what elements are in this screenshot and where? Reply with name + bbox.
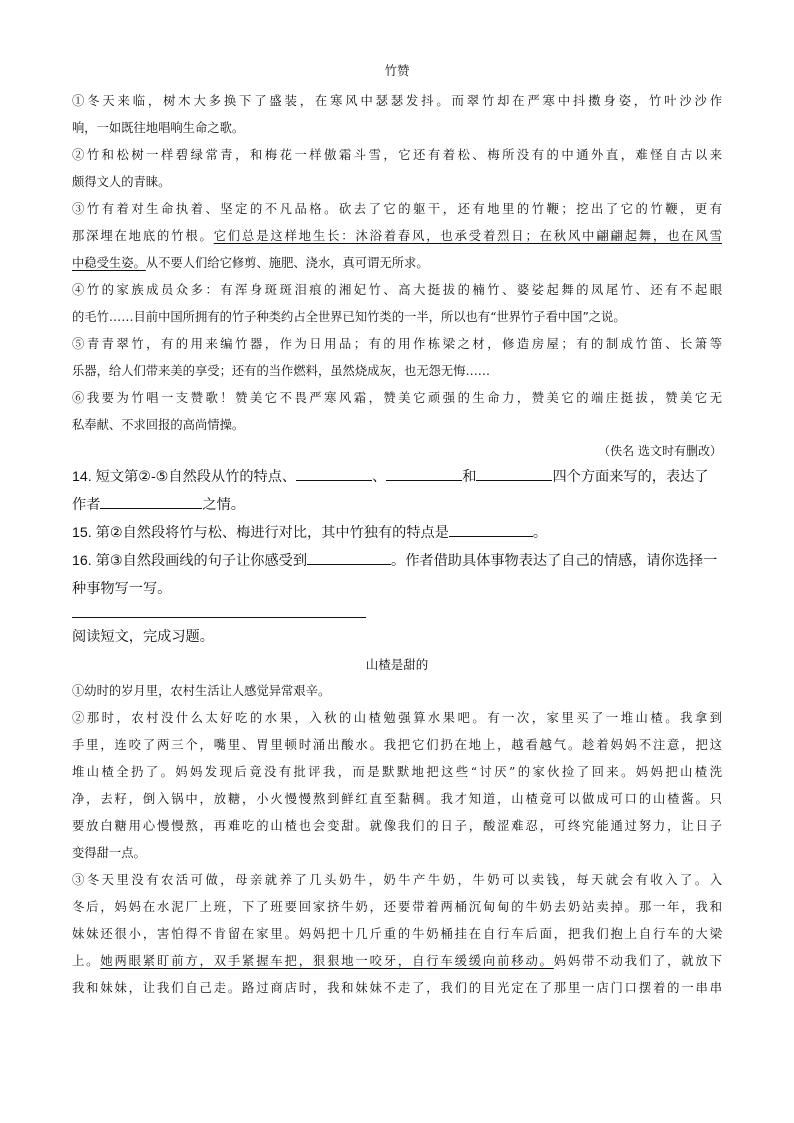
text-line: 响，一如既往地唱响生命之歌。 [72,121,245,135]
underlined-sentence: 她两眼紧盯前方，双手紧握车把，狠狠地一咬牙，自行车缓缓向前移动。 [100,954,554,968]
text-line: ⑤青青翠竹，有的用来编竹器，作为日用品；有的用作栋梁之材，修造房屋；有的制成竹笛、长箫等 [72,337,722,351]
text-line: ⑥我要为竹唱一支赞歌！赞美它不畏严寒风霜，赞美它顽强的生命力，赞美它的端庄挺拔，赞美它无 [72,391,722,405]
answer-blank[interactable] [476,465,552,481]
question-14 [72,463,722,491]
passage-title: 山楂是甜的 [365,657,429,672]
question-text: 之情。 [202,497,245,513]
paragraph-2 [72,705,722,867]
answer-blank[interactable] [386,465,462,481]
text-line: 私奉献、不求回报的高尚情操。 [72,418,245,432]
question-text: 和 [462,469,477,485]
question-text: 作者 [72,497,101,513]
text-line: 变得甜一点。 [72,846,146,860]
passage-title: 竹赞 [384,63,410,78]
question-text: 、 [372,469,387,485]
text-line: 净，去籽，倒入锅中，放糖，小火慢慢熬到鲜红直至黏稠。我才知道，山楂竟可以做成可口的山楂酱。只 [72,792,722,806]
paragraph-3 [72,867,722,1002]
text-line: 乐器，给人们带来美的享受；还有的当作燃料，虽然烧成灰，也无怨无悔…… [72,364,491,378]
text-line: ①冬天来临，树木大多换下了盛装，在寒风中瑟瑟发抖。而翠竹却在严寒中抖擞身姿，竹叶沙沙作 [72,94,722,108]
answer-blank[interactable] [296,465,372,481]
text-line: 手里，连咬了两三个，嘴里、胃里顿时涌出酸水。我把它们扔在地上，越看越气。趁着妈妈不注意，把这 [72,738,722,752]
answer-blank[interactable] [307,549,391,565]
text-line: 我和妹妹，让我们自己走。路过商店时，我和妹妹不走了，我们的目光定在了那里一店门口摆着的一串串 [72,981,722,995]
question-text: 。 [532,525,548,541]
text-segment: 上。 [72,954,101,968]
text-line: 颇得文人的青睐。 [72,175,171,189]
text-segment: 那深埋在地底的竹根。 [72,229,214,243]
text-line: ④竹的家族成员众多：有浑身斑斑泪痕的湘妃竹、高大挺拔的楠竹、婆娑起舞的凤尾竹、还有不起眼 [72,283,722,297]
reading-instruction: 阅读短文，完成习题。 [72,629,214,645]
text-line: ②那时，农村没什么太好吃的水果，入秋的山楂勉强算水果吧。有一次，家里买了一堆山楂。我拿到 [72,711,722,725]
text-line [72,250,722,277]
text-line: 的毛竹……目前中国所拥有的竹子种类约占全世界已知竹类的一半，所以也有“世界竹子看中国”之说。 [72,310,626,324]
paragraph-3 [72,196,722,277]
question-16 [72,547,722,575]
paragraph-4 [72,277,722,331]
paragraph-6 [72,385,722,439]
question-16-cont: 种事物写一写。 [72,581,172,597]
underlined-sentence: 它们总是这样地生长：沐浴着春风，也承受着烈日；在秋风中翩翩起舞，也在风雪 [213,229,722,243]
answer-blank[interactable] [100,493,202,509]
paragraph-5 [72,331,722,385]
text-line: ③冬天里没有农活可做，母亲就养了几头奶牛，奶牛产牛奶，牛奶可以卖钱，每天就会有收入了。入 [72,873,722,887]
paragraph-1 [72,678,722,705]
question-text: 16. 第③自然段画线的句子让你感受到 [72,553,308,569]
text-segment: 从不要人们给它修剪、施肥、浇水，真可谓无所求。 [145,256,429,270]
paragraph-2 [72,142,722,196]
source-note: （佚名 选文时有删改） [598,444,722,458]
text-line: 冬后，妈妈在水泥厂上班，下了班要回家挤牛奶，还要带着两桶沉甸甸的牛奶去奶站卖掉。那一年，我和 [72,900,722,914]
question-14-cont [72,491,722,519]
text-line: 堆山楂全扔了。妈妈发现后竟没有批评我，而是默默地把这些“讨厌”的家伙捡了回来。妈妈把山楂洗 [72,765,722,779]
text-line [72,223,722,250]
question-text: 四个方面来写的，表达了 [552,469,709,485]
text-line: 要放白糖用心慢慢熬，再难吃的山楂也会变甜。就像我们的日子，酸涩难忍，可终究能通过努力，让日子 [72,819,722,833]
text-segment: 妈妈带不动我们了，就放下 [553,954,722,968]
question-text: 14. 短文第②-⑤自然段从竹的特点、 [72,469,297,485]
underlined-sentence: 中稳受生姿。 [72,256,146,270]
answer-line[interactable] [72,617,366,618]
paragraph-1 [72,88,722,142]
text-line: ②竹和松树一样碧绿常青，和梅花一样傲霜斗雪，它还有着松、梅所没有的中通外直，难怪自古以来 [72,148,722,162]
text-line [72,948,722,975]
answer-blank[interactable] [449,521,533,537]
question-15 [72,519,722,547]
text-line: 妹妹还很小，害怕得不肯留在家里。妈妈把十几斤重的牛奶桶挂在自行车后面，把我们抱上自行车的大梁 [72,927,722,941]
question-text: 。作者借助具体事物表达了自己的情感，请你选择一 [391,553,718,569]
text-line: ③竹有着对生命执着、坚定的不凡品格。砍去了它的躯干，还有地里的竹鞭；挖出了它的竹鞭，更有 [72,202,722,216]
question-text: 15. 第②自然段将竹与松、梅进行对比，其中竹独有的特点是 [72,525,449,541]
text-line: ①幼时的岁月里，农村生活让人感觉异常艰辛。 [72,684,331,698]
